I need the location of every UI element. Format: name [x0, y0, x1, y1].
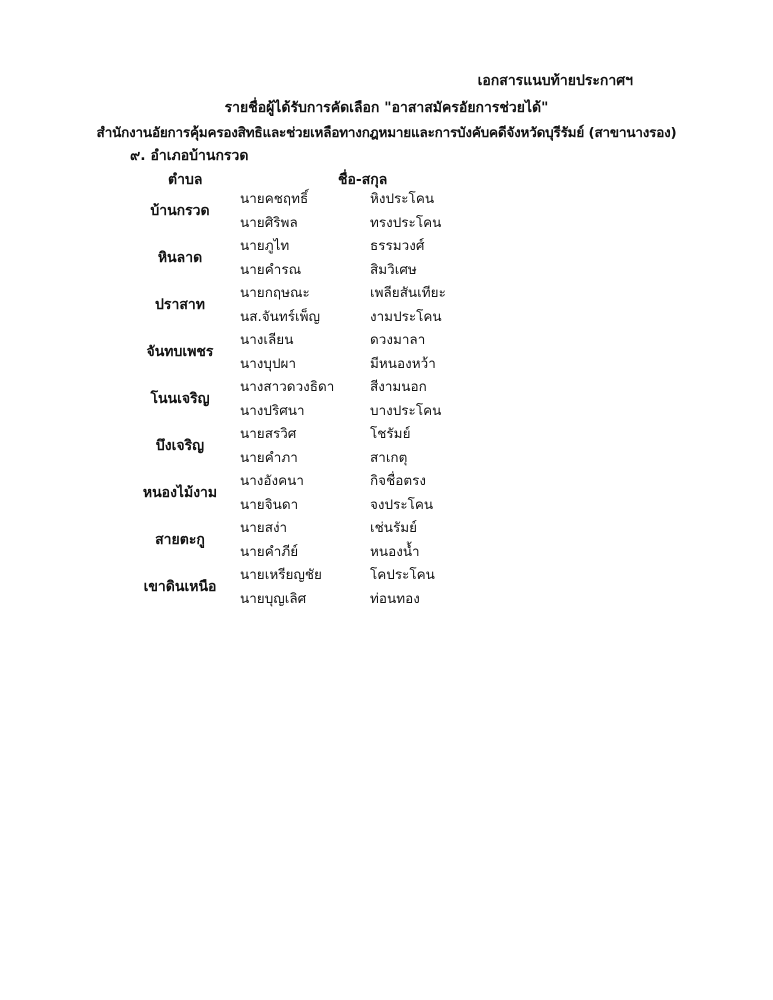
person-row — [0, 447, 773, 471]
person-row — [0, 259, 773, 283]
subdistrict-name: ปราสาท — [155, 297, 205, 313]
person-last-name: กิจชื่อตรง — [370, 473, 426, 489]
person-last-name: โคประโคน — [370, 567, 435, 583]
subdistrict-name: หนองไม้งาม — [142, 485, 218, 501]
person-last-name: ท่อนทอง — [370, 590, 420, 607]
person-first-name: นางอังคนา — [240, 473, 304, 489]
subdistrict-group — [0, 423, 773, 470]
subdistrict-name: หินลาด — [157, 250, 203, 266]
person-last-name: จงประโคน — [370, 496, 434, 513]
person-first-name: นายคชฤทธิ์ — [240, 191, 309, 207]
person-last-name: หิงประโคน — [370, 191, 435, 207]
person-row — [0, 423, 773, 447]
person-row — [0, 400, 773, 424]
person-last-name: เพลียสันเทียะ — [370, 285, 446, 301]
person-first-name: นส.จันทร์เพ็ญ — [240, 308, 321, 325]
subdistrict-group — [0, 329, 773, 376]
document-attachment-label: เอกสารแนบท้ายประกาศฯ — [477, 73, 633, 89]
subdistrict-group — [0, 376, 773, 423]
subdistrict-name: เขาดินเหนือ — [143, 579, 217, 595]
subdistrict-group — [0, 564, 773, 611]
person-row — [0, 282, 773, 306]
person-last-name: โชรัมย์ — [370, 426, 411, 442]
person-first-name: นายจินดา — [240, 496, 299, 513]
person-row — [0, 306, 773, 330]
subdistrict-group — [0, 188, 773, 235]
person-last-name: ทรงประโคน — [370, 214, 442, 231]
person-row — [0, 212, 773, 236]
person-last-name: ดวงมาลา — [370, 332, 426, 348]
person-first-name: นายบุญเลิศ — [240, 590, 307, 607]
person-first-name: นายสรวิศ — [240, 426, 297, 442]
person-last-name: หนองน้ำ — [370, 543, 420, 560]
person-row — [0, 564, 773, 588]
person-row — [0, 517, 773, 541]
subdistrict-group — [0, 470, 773, 517]
subdistrict-group — [0, 235, 773, 282]
person-first-name: นางบุปผา — [240, 355, 297, 372]
document-subtitle: สำนักงานอัยการคุ้มครองสิทธิและช่วยเหลือทางกฎหมายและการบังคับคดีจังหวัดบุรีรัมย์ (สาขานางรอง) — [96, 125, 677, 141]
person-row — [0, 235, 773, 259]
person-first-name: นายสง่า — [240, 520, 288, 536]
subdistrict-name: สายตะกู — [155, 532, 205, 548]
person-row — [0, 588, 773, 612]
person-first-name: นายคำรณ — [240, 261, 302, 278]
person-last-name: บางประโคน — [370, 402, 442, 419]
column-header-name: ชื่อ-สกุล — [338, 172, 388, 188]
subdistrict-name: บึงเจริญ — [155, 438, 205, 454]
person-first-name: นายคำภา — [240, 449, 298, 466]
person-last-name: สาเกตุ — [370, 449, 408, 466]
district-heading: ๙. อำเภอบ้านกรวด — [130, 148, 249, 164]
person-first-name: นายคำภีย์ — [240, 543, 299, 560]
person-row — [0, 329, 773, 353]
subdistrict-name: บ้านกรวด — [150, 203, 210, 219]
column-header-subdistrict: ตำบล — [168, 172, 203, 188]
person-first-name: นายศิริพล — [240, 214, 298, 231]
person-last-name: มีหนองหว้า — [370, 355, 436, 372]
person-row — [0, 541, 773, 565]
subdistrict-name: โนนเจริญ — [150, 391, 210, 407]
subdistrict-group — [0, 282, 773, 329]
subdistrict-name: จันทบเพชร — [146, 344, 214, 360]
document-title: รายชื่อผู้ได้รับการคัดเลือก "อาสาสมัครอัยการช่วยได้" — [224, 100, 549, 116]
person-first-name: นายกฤษณะ — [240, 285, 310, 301]
person-row — [0, 494, 773, 518]
person-last-name: สีงามนอก — [370, 379, 427, 395]
person-last-name: สิมวิเศษ — [370, 261, 417, 278]
person-row — [0, 470, 773, 494]
person-first-name: นายเหรียญชัย — [240, 567, 322, 583]
person-first-name: นางสาวดวงธิดา — [240, 379, 335, 395]
person-first-name: นางปริศนา — [240, 402, 305, 419]
person-last-name: เช่นรัมย์ — [370, 520, 418, 536]
person-row — [0, 353, 773, 377]
subdistrict-group — [0, 517, 773, 564]
volunteer-list — [0, 188, 773, 611]
person-row — [0, 188, 773, 212]
person-first-name: นางเลียน — [240, 332, 294, 348]
person-first-name: นายภูไท — [240, 238, 290, 254]
person-last-name: ธรรมวงศ์ — [370, 238, 425, 254]
person-row — [0, 376, 773, 400]
person-last-name: งามประโคน — [370, 308, 442, 325]
